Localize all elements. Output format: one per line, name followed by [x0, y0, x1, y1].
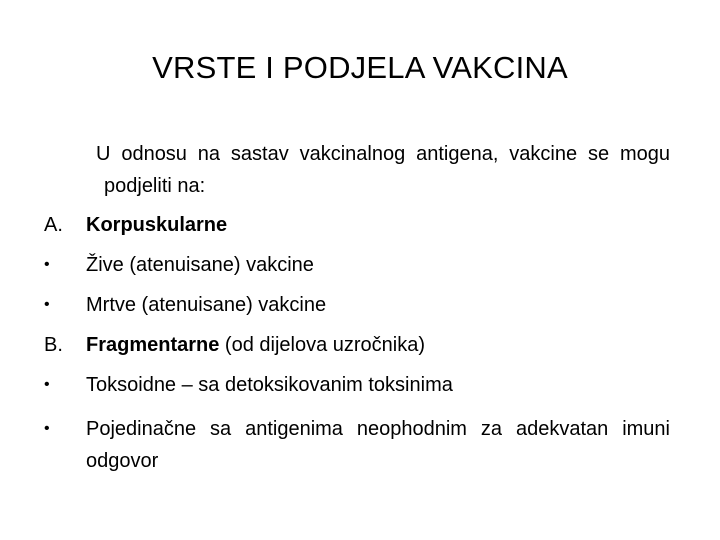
bullet-icon: •: [44, 420, 50, 437]
section-b-heading: Fragmentarne: [86, 334, 220, 356]
list-item: Toksoidne – sa detoksikovanim toksinima: [86, 374, 453, 396]
list-item: Žive (atenuisane) vakcine: [86, 254, 314, 276]
section-a-heading: Korpuskularne: [86, 214, 228, 236]
section-b-heading-note: (od dijelova uzročnika): [219, 334, 426, 356]
section-b-marker: B.: [44, 334, 63, 356]
section-b-heading-wrap: [86, 329, 670, 361]
bullet-icon: •: [44, 296, 50, 313]
intro-paragraph: U odnosu na sastav vakcinalnog antigena, vakcine se mogu podjeliti na:: [96, 143, 670, 197]
slide-title: VRSTE I PODJELA VAKCINA: [152, 50, 568, 85]
bullet-icon: •: [44, 256, 50, 273]
section-a-marker: A.: [44, 214, 63, 236]
list-item: Mrtve (atenuisane) vakcine: [86, 294, 327, 316]
list-item: Pojedinačne sa antigenima neophodnim za adekvatan imuni odgovor: [86, 418, 670, 472]
bullet-icon: •: [44, 376, 50, 393]
